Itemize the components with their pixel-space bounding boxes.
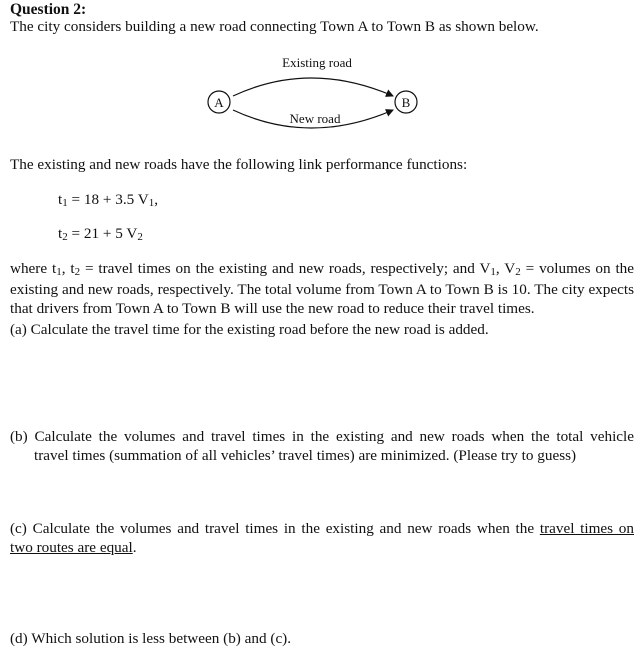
road-network-diagram: [195, 52, 435, 134]
functions-lead: The existing and new roads have the following link performance functions:: [10, 156, 468, 173]
existing-road-label: Existing road: [282, 55, 352, 70]
underlined-text-1: travel times on: [539, 520, 634, 537]
part-c: [10, 519, 634, 557]
town-b-label: B: [401, 95, 411, 110]
underlined-text-2: two routes are equal: [10, 539, 133, 556]
part-c-line2: two routes are equal.: [10, 539, 137, 556]
question-intro: The city considers building a new road connecting Town A to Town B as shown below.: [10, 18, 539, 35]
town-a-label: A: [214, 95, 224, 110]
part-a: (a) Calculate the travel time for the existing road before the new road is added.: [10, 321, 489, 338]
question-title: Question 2:: [10, 1, 87, 18]
part-d: (d) Which solution is less between (b) and (c).: [10, 630, 292, 647]
part-b: [10, 427, 634, 465]
where-paragraph: where t1, t2 = travel times on the existing and new roads, respectively; and V1, V2 = volumes on the existing and new roads, respectively. The total volume from Town A to Town B is 10. The city expects that drivers from Town A to Town B will use the new road to reduce their travel times.: [10, 260, 634, 317]
new-road-label: New road: [289, 111, 341, 126]
part-b-line2: travel times (summation of all vehicles’ travel times) are minimized. (Please try to guess): [34, 447, 577, 464]
equation-new-road: t2 = 21 + 5 V2: [58, 225, 143, 243]
equation-existing-road: t1 = 18 + 3.5 V1,: [58, 191, 159, 209]
part-b-line1: (b) Calculate the volumes and travel times in the existing and new roads when the total vehicle: [10, 428, 634, 445]
existing-road-line: [233, 78, 393, 96]
part-c-line1: (c) Calculate the volumes and travel times in the existing and new roads when the travel times on: [10, 520, 634, 537]
